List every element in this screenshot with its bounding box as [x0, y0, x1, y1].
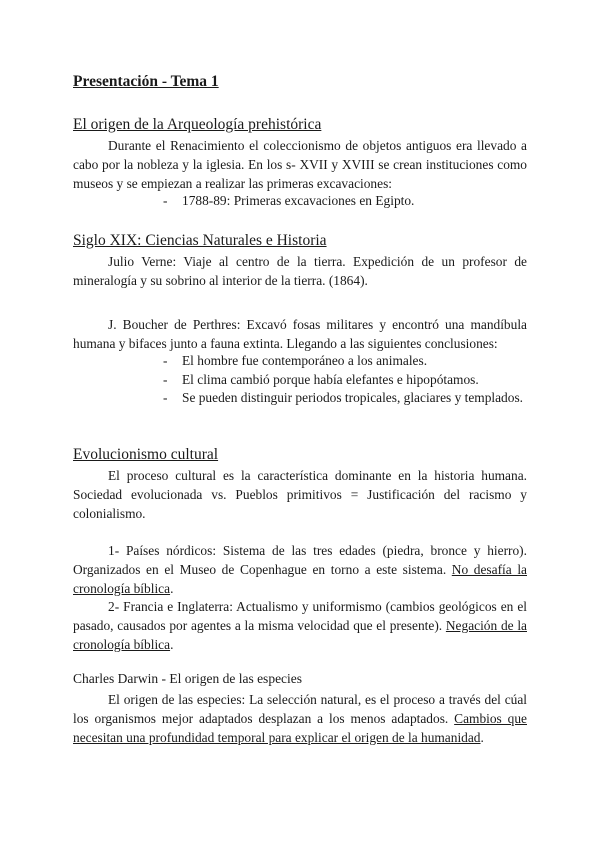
dash-bullet: - [163, 371, 168, 387]
section-heading-siglo-xix: Siglo XIX: Ciencias Naturales e Historia [73, 232, 327, 249]
underlined-emphasis: No desafía la cronología bíblica [73, 562, 527, 596]
dash-bullet: - [163, 390, 168, 405]
dash-bullet: - [163, 353, 168, 368]
list-item: - 1788-89: Primeras excavaciones en Egipto. [158, 192, 528, 211]
bullet-list-conclusiones [158, 352, 528, 408]
section-heading-evolucionismo-cultural: Evolucionismo cultural [73, 446, 219, 463]
paragraph-proceso-cultural: El proceso cultural es la característica dominante en la historia humana. Sociedad evolucionada vs. Pueblos primitivos = Justificación del racismo y colonialismo. [73, 468, 527, 521]
underlined-emphasis: Negación de la cronología bíblica [73, 618, 527, 652]
page-title: Presentación - Tema 1 [73, 73, 219, 90]
bullet-list-excavaciones [158, 192, 528, 211]
paragraph-paises-nordicos: 1- Países nórdicos: Sistema de las tres edades (piedra, bronce y hierro). Organizados en el Museo de Copenhague en torno a este sistema. No desafía la cronología bíblica. [73, 543, 527, 596]
paragraph-boucher-de-perthres: J. Boucher de Perthres: Excavó fosas militares y encontró una mandíbula humana y bifaces junto a fauna extinta. Llegando a las siguientes conclusiones: [73, 317, 527, 351]
section-heading-charles-darwin: Charles Darwin - El origen de las especies [73, 671, 303, 686]
paragraph-francia-inglaterra: 2- Francia e Inglaterra: Actualismo y uniformismo (cambios geológicos en el pasado, causados por agentes a la misma velocidad que el presente). Negación de la cronología bíblica. [73, 599, 527, 652]
dash-bullet: - [163, 193, 168, 208]
paragraph-julio-verne: Julio Verne: Viaje al centro de la tierra. Expedición de un profesor de mineralogía y su sobrino al interior de la tierra. (1864). [73, 254, 527, 288]
list-item: - El hombre fue contemporáneo a los animales. [158, 352, 528, 371]
list-item: - Se pueden distinguir periodos tropicales, glaciares y templados. [158, 389, 528, 408]
paragraph-renacimiento: Durante el Renacimiento el coleccionismo de objetos antiguos era llevado a cabo por la nobleza y la iglesia. En los s- XVII y XVIII se crean instituciones como museos y se empiezan a realizar las primeras excavaciones: [73, 138, 527, 191]
list-item: - El clima cambió porque había elefantes e hipopótamos. [158, 371, 528, 390]
section-heading-origen-arqueologia: El origen de la Arqueología prehistórica [73, 116, 322, 133]
paragraph-origen-especies: El origen de las especies: La selección natural, es el proceso a través del cúal los organismos mejor adaptados desplazan a los menos adaptados. Cambios que necesitan una profundidad temporal para explicar el origen de la humanidad. [73, 692, 527, 745]
underlined-emphasis: Cambios que necesitan una profundidad temporal para explicar el origen de la humanidad [73, 711, 527, 745]
